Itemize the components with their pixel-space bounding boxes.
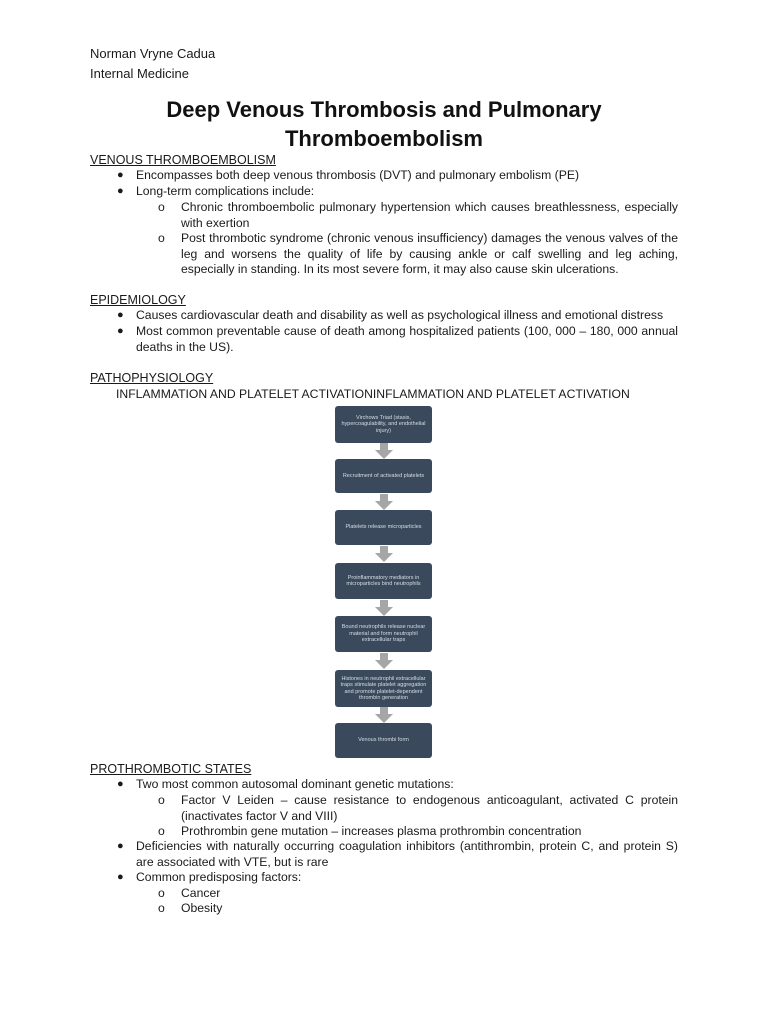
- title-line-2: Thromboembolism: [284, 126, 483, 151]
- bullet-icon: ●: [117, 325, 124, 337]
- down-arrow-icon: [375, 600, 393, 616]
- flow-step-4: Proinflammatory mediators in microparticles bind neutrophils: [335, 563, 432, 599]
- pro-sub-3: Cancer: [181, 886, 221, 900]
- bullet-icon: ●: [117, 778, 124, 790]
- author-name: Norman Vryne Cadua: [90, 46, 216, 61]
- bullet-icon: ●: [117, 169, 124, 181]
- pro-sub-4: Obesity: [181, 901, 223, 915]
- sub-bullet-icon: o: [158, 231, 165, 245]
- bullet-icon: ●: [117, 840, 124, 852]
- sub-bullet-icon: o: [158, 886, 165, 900]
- down-arrow-icon: [375, 546, 393, 562]
- sub-bullet-icon: o: [158, 793, 165, 807]
- down-arrow-icon: [375, 707, 393, 723]
- flow-step-3: Platelets release microparticles: [335, 510, 432, 545]
- down-arrow-icon: [375, 494, 393, 510]
- vte-bullet-2: Long-term complications include:: [136, 184, 315, 198]
- sub-bullet-icon: o: [158, 200, 165, 214]
- sub-bullet-icon: o: [158, 901, 165, 915]
- section-heading-epidemiology: EPIDEMIOLOGY: [90, 293, 186, 307]
- section-heading-prothrombotic: PROTHROMBOTIC STATES: [90, 762, 252, 776]
- vte-sub-2: Post thrombotic syndrome (chronic venous insufficiency) damages the venous valves of the leg and worsens the quality of life by causing ankle or calf swelling and leg aching, especially in standing. In its most severe form, it may also cause skin ulcerations.: [181, 231, 678, 276]
- sub-bullet-icon: o: [158, 824, 165, 838]
- bullet-icon: ●: [117, 871, 124, 883]
- pro-bullet-2: Deficiencies with naturally occurring coagulation inhibitors (antithrombin, protein C, and protein S) are associated with VTE, but is rare: [136, 839, 678, 869]
- title-line-1: Deep Venous Thrombosis and Pulmonary: [166, 97, 602, 122]
- section-heading-vte: VENOUS THROMBOEMBOLISM: [90, 153, 276, 167]
- down-arrow-icon: [375, 443, 393, 459]
- vte-bullet-1: Encompasses both deep venous thrombosis (DVT) and pulmonary embolism (PE): [136, 168, 580, 182]
- flow-step-5: Bound neutrophils release nuclear material and form neutrophil extracellular traps: [335, 616, 432, 652]
- pro-sub-2: Prothrombin gene mutation – increases plasma prothrombin concentration: [181, 824, 582, 838]
- epi-bullet-1: Causes cardiovascular death and disability as well as psychological illness and emotional distress: [136, 308, 664, 322]
- down-arrow-icon: [375, 653, 393, 669]
- author-subject: Internal Medicine: [90, 66, 189, 81]
- flowchart-title: INFLAMMATION AND PLATELET ACTIVATIONINFLAMMATION AND PLATELET ACTIVATION: [116, 387, 630, 401]
- flow-step-1: Virchows Triad (stasis, hypercoagulability, and endothelial injury): [335, 406, 432, 443]
- flow-step-2: Recruitment of activated platelets: [335, 459, 432, 493]
- pro-bullet-3: Common predisposing factors:: [136, 870, 302, 884]
- page-title: [90, 95, 678, 153]
- vte-sub-1: Chronic thromboembolic pulmonary hypertension which causes breathlessness, especially with exertion: [181, 200, 678, 230]
- bullet-icon: ●: [117, 185, 124, 197]
- section-heading-pathophysiology: PATHOPHYSIOLOGY: [90, 371, 214, 385]
- pro-bullet-1: Two most common autosomal dominant genetic mutations:: [136, 777, 454, 791]
- bullet-icon: ●: [117, 309, 124, 321]
- flow-step-7: Venous thrombi form: [335, 723, 432, 758]
- epi-bullet-2: Most common preventable cause of death among hospitalized patients (100, 000 – 180, 000 annual deaths in the US).: [136, 324, 678, 354]
- pro-sub-1: Factor V Leiden – cause resistance to endogenous anticoagulant, activated C protein (inactivates factor V and VIII): [181, 793, 678, 823]
- flow-step-6: Histones in neutrophil extracellular traps stimulate platelet aggregation and promote platelet-dependent thrombin generation: [335, 670, 432, 707]
